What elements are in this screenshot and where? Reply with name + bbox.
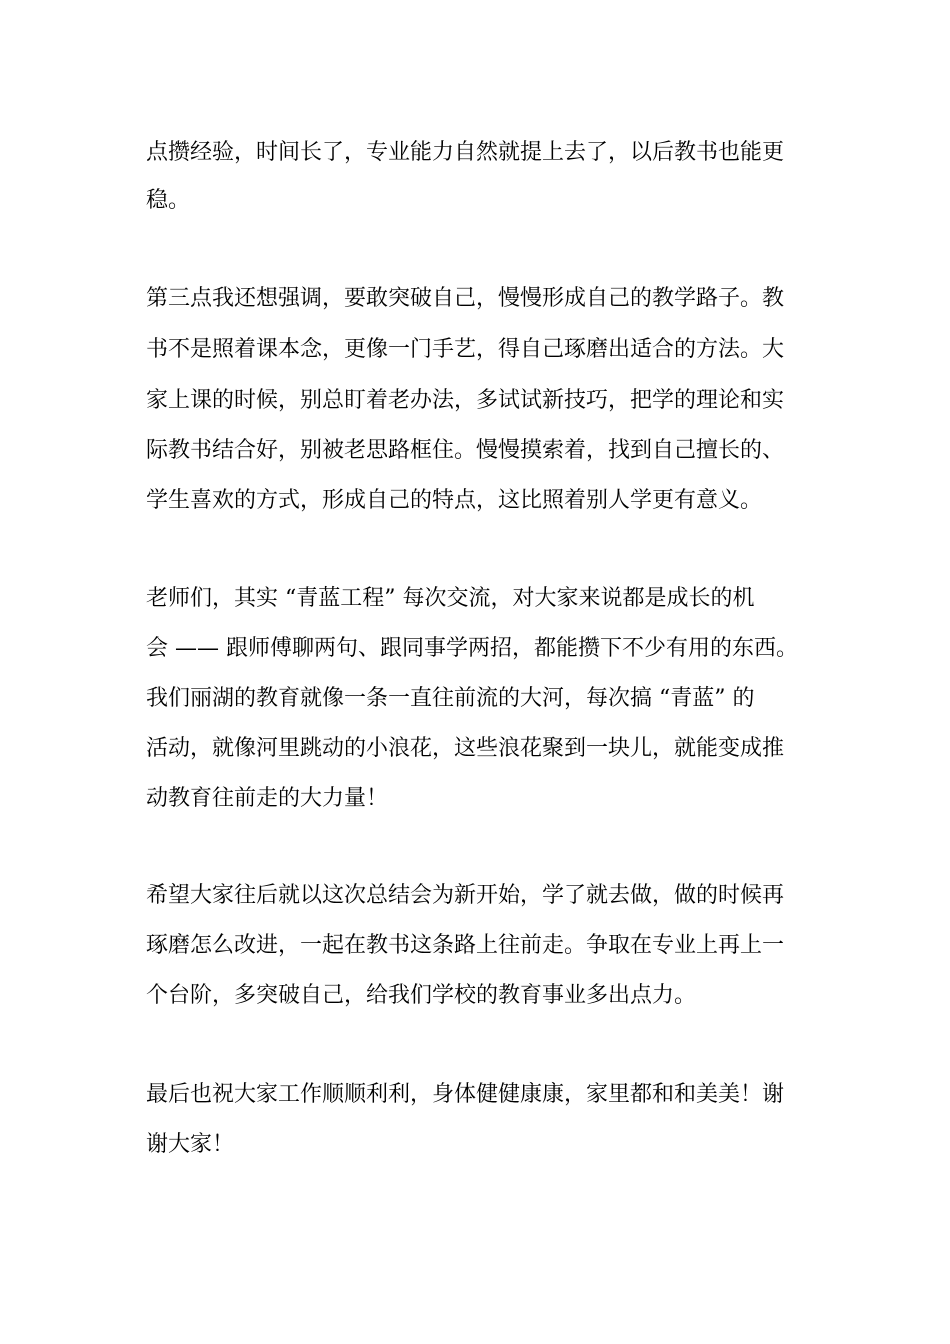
text-line: 个台阶，多突破自己，给我们学校的教育事业多出点力。: [146, 983, 697, 1008]
text-line: 最后也祝大家工作顺顺利利，身体健健康康，家里都和和美美！谢: [146, 1082, 785, 1107]
text-line: 谢大家！: [146, 1132, 235, 1157]
text-line: 老师们，其实 “青蓝工程” 每次交流，对大家来说都是成长的机: [146, 586, 755, 611]
text-line: 动教育往前走的大力量！: [146, 786, 389, 811]
text-line: 家上课的时候，别总盯着老办法，多试试新技巧，把学的理论和实: [146, 388, 785, 413]
text-line: 书不是照着课本念，更像一门手艺，得自己琢磨出适合的方法。大: [146, 337, 785, 362]
text-line: 点攒经验，时间长了，专业能力自然就提上去了，以后教书也能更: [146, 140, 785, 165]
text-line: 我们丽湖的教育就像一条一直往前流的大河，每次搞 “青蓝” 的: [146, 686, 755, 711]
text-line: 会 —— 跟师傅聊两句、跟同事学两招，都能攒下不少有用的东西。: [146, 636, 798, 661]
text-line: 希望大家往后就以这次总结会为新开始，学了就去做，做的时候再: [146, 883, 785, 908]
text-line: 第三点我还想强调，要敢突破自己，慢慢形成自己的教学路子。教: [146, 286, 785, 311]
text-line: 琢磨怎么改进，一起在教书这条路上往前走。争取在专业上再上一: [146, 933, 785, 958]
text-line: 学生喜欢的方式，形成自己的特点，这比照着别人学更有意义。: [146, 488, 763, 513]
text-line: 活动，就像河里跳动的小浪花，这些浪花聚到一块儿，就能变成推: [146, 736, 785, 761]
text-line: 际教书结合好，别被老思路框住。慢慢摸索着，找到自己擅长的、: [146, 438, 785, 463]
text-line: 稳。: [146, 188, 191, 213]
